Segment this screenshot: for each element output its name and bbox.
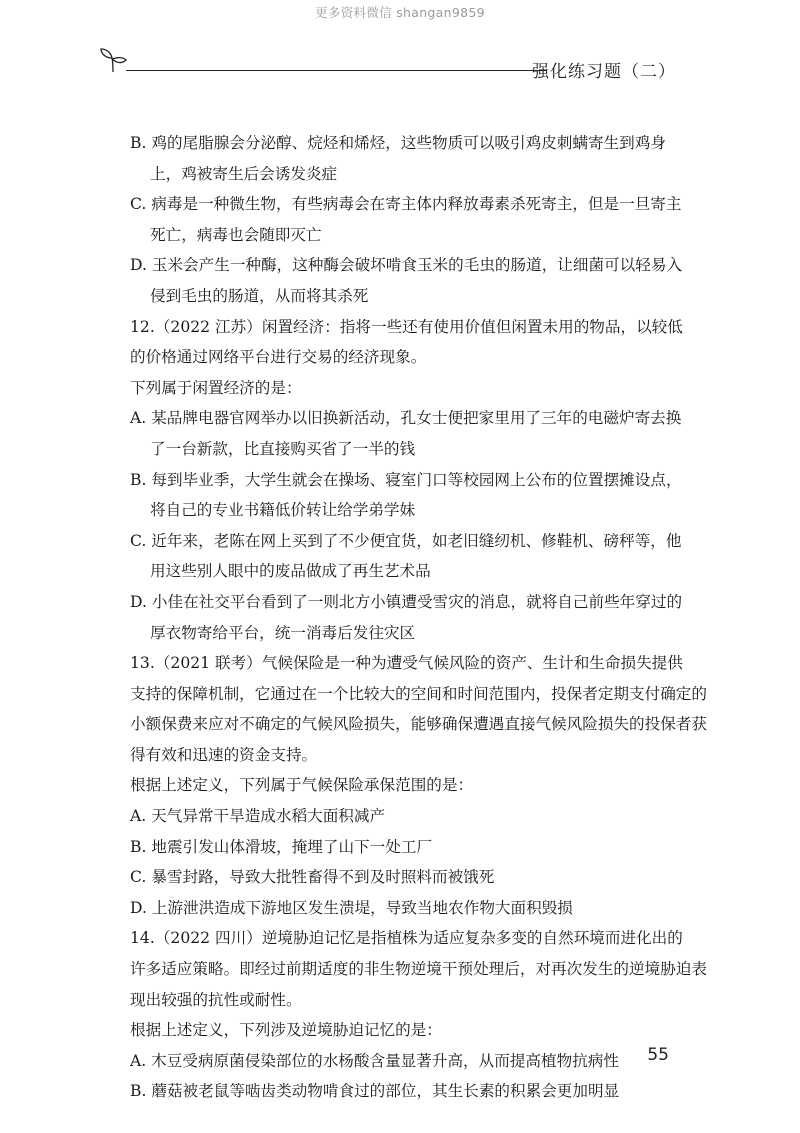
question-13-stem: 13.（2021 联考）气候保险是一种为遭受气候风险的资产、生计和生命损失提供: [130, 654, 683, 673]
question-12-stem-continuation: 的价格通过网络平台进行交易的经济现象。: [130, 348, 427, 367]
question-13-stem-line-2: 支持的保障机制，它通过在一个比较大的空间和时间范围内，投保者定期支付确定的: [130, 684, 707, 703]
watermark: 更多资料微信 shangan9859: [315, 5, 485, 20]
q13-option-d: D. 上游泄洪造成下游地区发生溃堤，导致当地农作物大面积毁损: [130, 898, 573, 917]
option-b-continuation: 上，鸡被寄生后会诱发炎症: [150, 164, 338, 183]
question-13-stem-line-4: 得有效和迅速的资金支持。: [130, 745, 318, 764]
section-title: 强化练习题（二）: [532, 62, 676, 82]
option-d-continuation: 侵到毛虫的肠道，从而将其杀死: [150, 286, 369, 305]
question-12-stem: 12.（2022 江苏）闲置经济：指将一些还有使用价值但闲置未用的物品，以较低: [130, 317, 683, 336]
question-14-stem-line-3: 现出较强的抗性或耐性。: [130, 990, 302, 1009]
question-14-prompt: 根据上述定义，下列涉及逆境胁迫记忆的是：: [130, 1021, 442, 1040]
q12-option-d-continuation: 厚衣物寄给平台，统一消毒后发往灾区: [150, 623, 416, 642]
question-13-prompt: 根据上述定义，下列属于气候保险承保范围的是：: [130, 776, 474, 795]
option-d-line: D. 玉米会产生一种酶，这种酶会破坏啃食玉米的毛虫的肠道，让细菌可以轻易入: [130, 256, 683, 275]
question-12-prompt: 下列属于闲置经济的是：: [130, 378, 302, 397]
question-14-stem-line-2: 许多适应策略。即经过前期适度的非生物逆境干预处理后，对再次发生的逆境胁迫表: [130, 960, 707, 979]
page-content: [130, 128, 707, 1107]
q12-option-d: D. 小佳在社交平台看到了一则北方小镇遭受雪灾的消息，就将自己前些年穿过的: [130, 592, 683, 611]
q12-option-c-continuation: 用这些别人眼中的废品做成了再生艺术品: [150, 562, 431, 581]
q14-option-a: A. 木豆受病原菌侵染部位的水杨酸含量显著升高，从而提高植物抗病性: [130, 1051, 619, 1070]
option-c-continuation: 死亡，病毒也会随即灭亡: [150, 225, 322, 244]
option-c-line: C. 病毒是一种微生物，有些病毒会在寄主体内释放毒素杀死寄主，但是一旦寄主: [130, 195, 682, 214]
header-rule: [126, 70, 546, 71]
q14-option-b: B. 蘑菇被老鼠等啮齿类动物啃食过的部位，其生长素的积累会更加明显: [130, 1082, 620, 1101]
q13-option-c: C. 暴雪封路，导致大批牲畜得不到及时照料而被饿死: [130, 868, 495, 887]
q12-option-c: C. 近年来，老陈在网上买到了不少便宜货，如老旧缝纫机、修鞋机、磅秤等，他: [130, 531, 682, 550]
q12-option-a-continuation: 了一台新款，比直接购买省了一半的钱: [150, 439, 416, 458]
option-b-line: B. 鸡的尾脂腺会分泌醇、烷烃和烯烃，这些物质可以吸引鸡皮刺螨寄生到鸡身: [130, 134, 666, 152]
sprout-icon: [98, 44, 128, 74]
q12-option-b-continuation: 将自己的专业书籍低价转让给学弟学妹: [150, 501, 416, 520]
q12-option-b: B. 每到毕业季，大学生就会在操场、寝室门口等校园网上公布的位置摆摊设点，: [130, 470, 682, 489]
question-14-stem: 14.（2022 四川）逆境胁迫记忆是指植株为适应复杂多变的自然环境而进化出的: [130, 929, 683, 948]
q12-option-a: A. 某品牌电器官网举办以旧换新活动，孔女士便把家里用了三年的电磁炉寄去换: [130, 409, 682, 428]
q13-option-b: B. 地震引发山体滑坡，掩埋了山下一处工厂: [130, 837, 433, 856]
q13-option-a: A. 天气异常干旱造成水稻大面积减产: [130, 807, 386, 826]
question-13-stem-line-3: 小额保费来应对不确定的气候风险损失，能够确保遭遇直接气候风险损失的投保者获: [130, 715, 707, 734]
page-number: 55: [647, 1045, 669, 1065]
